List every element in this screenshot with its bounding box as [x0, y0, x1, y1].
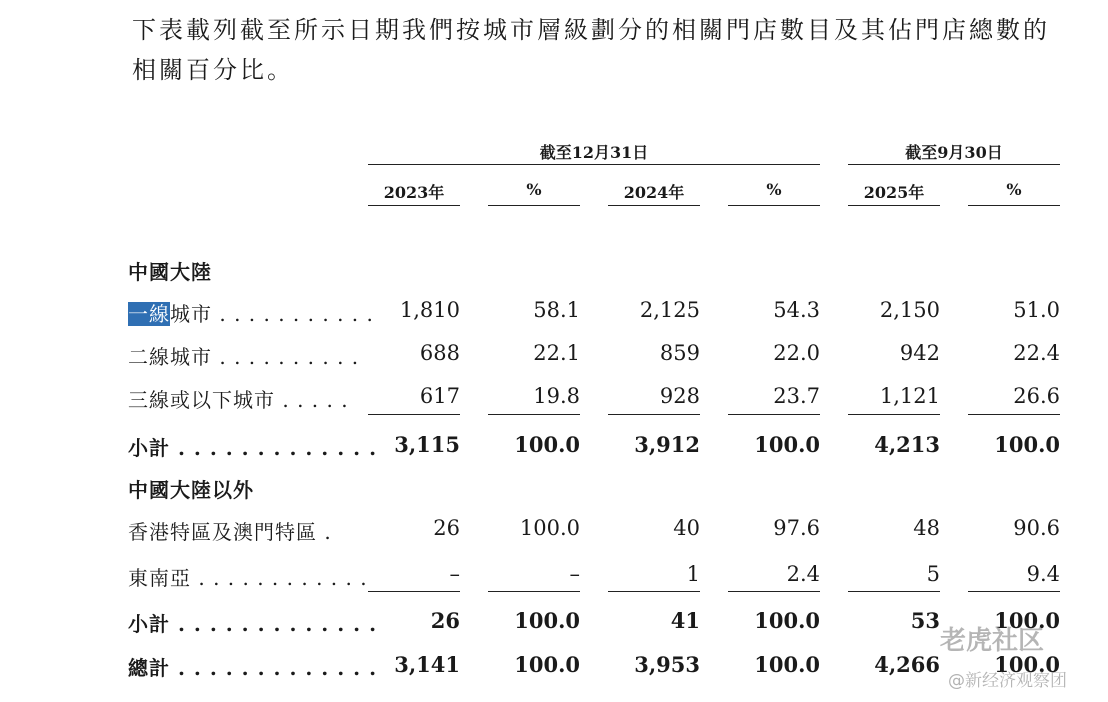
- row-label: 東南亞 . . . . . . . . . . . .: [128, 566, 368, 590]
- subtotal-rule: [848, 414, 940, 415]
- column-rule: [968, 205, 1060, 206]
- table-cell: 26: [430, 608, 460, 633]
- table-cell: –: [569, 562, 580, 586]
- table-cell: 1: [686, 562, 700, 586]
- column-rule: [848, 205, 940, 206]
- table-cell: 54.3: [773, 298, 820, 322]
- table-cell: 100.0: [994, 652, 1060, 677]
- subtotal-rule: [488, 414, 580, 415]
- table-cell: 26: [433, 516, 460, 540]
- table-cell: 3,115: [394, 432, 460, 457]
- table-cell: 100.0: [754, 652, 820, 677]
- total-label: 總計 . . . . . . . . . . . . .: [128, 656, 378, 680]
- highlighted-text: 一線: [128, 302, 170, 326]
- period-rule: [848, 164, 1060, 165]
- table-cell: 100.0: [994, 608, 1060, 633]
- period-header-dec31: 截至12月31日: [539, 143, 649, 162]
- column-rule: [608, 205, 700, 206]
- period-header-sep30: 截至9月30日: [905, 143, 1003, 162]
- subtotal-rule: [968, 414, 1060, 415]
- subtotal-rule: [728, 591, 820, 592]
- table-cell: 9.4: [1026, 562, 1060, 586]
- subtotal-rule: [968, 591, 1060, 592]
- table-cell: 688: [419, 341, 460, 365]
- table-cell: 100.0: [514, 432, 580, 457]
- column-header: %: [1006, 180, 1022, 199]
- table-cell: 41: [670, 608, 700, 633]
- table-cell: 100.0: [994, 432, 1060, 457]
- table-cell: 3,912: [634, 432, 700, 457]
- section-heading-mainland: 中國大陸: [128, 260, 212, 284]
- table-cell: 100.0: [514, 608, 580, 633]
- watermark-account: @新经济观察团: [948, 671, 1067, 691]
- table-cell: 942: [899, 341, 940, 365]
- period-rule: [368, 164, 820, 165]
- table-cell: 100.0: [754, 608, 820, 633]
- table-cell: 1,810: [399, 298, 460, 322]
- column-header: 2025年: [863, 183, 925, 202]
- subtotal-rule: [608, 414, 700, 415]
- table-cell: 51.0: [1013, 298, 1060, 322]
- subtotal-rule: [368, 591, 460, 592]
- table-cell: 1,121: [879, 384, 940, 408]
- table-cell: 48: [913, 516, 940, 540]
- table-cell: 617: [419, 384, 460, 408]
- table-cell: 22.1: [533, 341, 580, 365]
- subtotal-rule: [488, 591, 580, 592]
- table-cell: 90.6: [1013, 516, 1060, 540]
- table-cell: 5: [926, 562, 940, 586]
- section-heading-outside: 中國大陸以外: [128, 478, 254, 502]
- table-cell: 53: [910, 608, 940, 633]
- intro-paragraph: 下表載列截至所示日期我們按城市層級劃分的相關門店數目及其佔門店總數的相關百分比。: [132, 16, 1050, 84]
- table-cell: 100.0: [514, 652, 580, 677]
- table-cell: 26.6: [1013, 384, 1060, 408]
- row-label: 三線或以下城市 . . . . .: [128, 388, 349, 412]
- table-cell: 22.0: [773, 341, 820, 365]
- table-cell: 859: [659, 341, 700, 365]
- table-cell: 58.1: [533, 298, 580, 322]
- watermark-brand: 老虎社区: [940, 626, 1045, 656]
- row-label: 香港特區及澳門特區 .: [128, 520, 332, 544]
- table-cell: 97.6: [773, 516, 820, 540]
- table-cell: –: [449, 562, 460, 586]
- table-cell: 3,141: [394, 652, 460, 677]
- table-cell: 2,125: [639, 298, 700, 322]
- column-header: %: [526, 180, 542, 199]
- table-cell: 2,150: [879, 298, 940, 322]
- table-cell: 23.7: [773, 384, 820, 408]
- column-header: 2024年: [623, 183, 685, 202]
- column-rule: [488, 205, 580, 206]
- row-label: 二線城市 . . . . . . . . . .: [128, 345, 360, 369]
- subtotal-label: 小計 . . . . . . . . . . . . .: [128, 612, 378, 636]
- table-cell: 22.4: [1013, 341, 1060, 365]
- column-rule: [368, 205, 460, 206]
- table-cell: 4,266: [874, 652, 940, 677]
- column-header: 2023年: [383, 183, 445, 202]
- table-cell: 2.4: [786, 562, 820, 586]
- subtotal-rule: [368, 414, 460, 415]
- table-cell: 19.8: [533, 384, 580, 408]
- subtotal-label: 小計 . . . . . . . . . . . . .: [128, 436, 378, 460]
- subtotal-rule: [728, 414, 820, 415]
- table-cell: 928: [659, 384, 700, 408]
- subtotal-rule: [608, 591, 700, 592]
- table-cell: 100.0: [754, 432, 820, 457]
- table-cell: 100.0: [519, 516, 580, 540]
- column-header: %: [766, 180, 782, 199]
- table-cell: 4,213: [874, 432, 940, 457]
- column-rule: [728, 205, 820, 206]
- table-cell: 40: [673, 516, 700, 540]
- row-label: 一線城市 . . . . . . . . . . .: [128, 302, 374, 326]
- table-cell: 3,953: [634, 652, 700, 677]
- subtotal-rule: [848, 591, 940, 592]
